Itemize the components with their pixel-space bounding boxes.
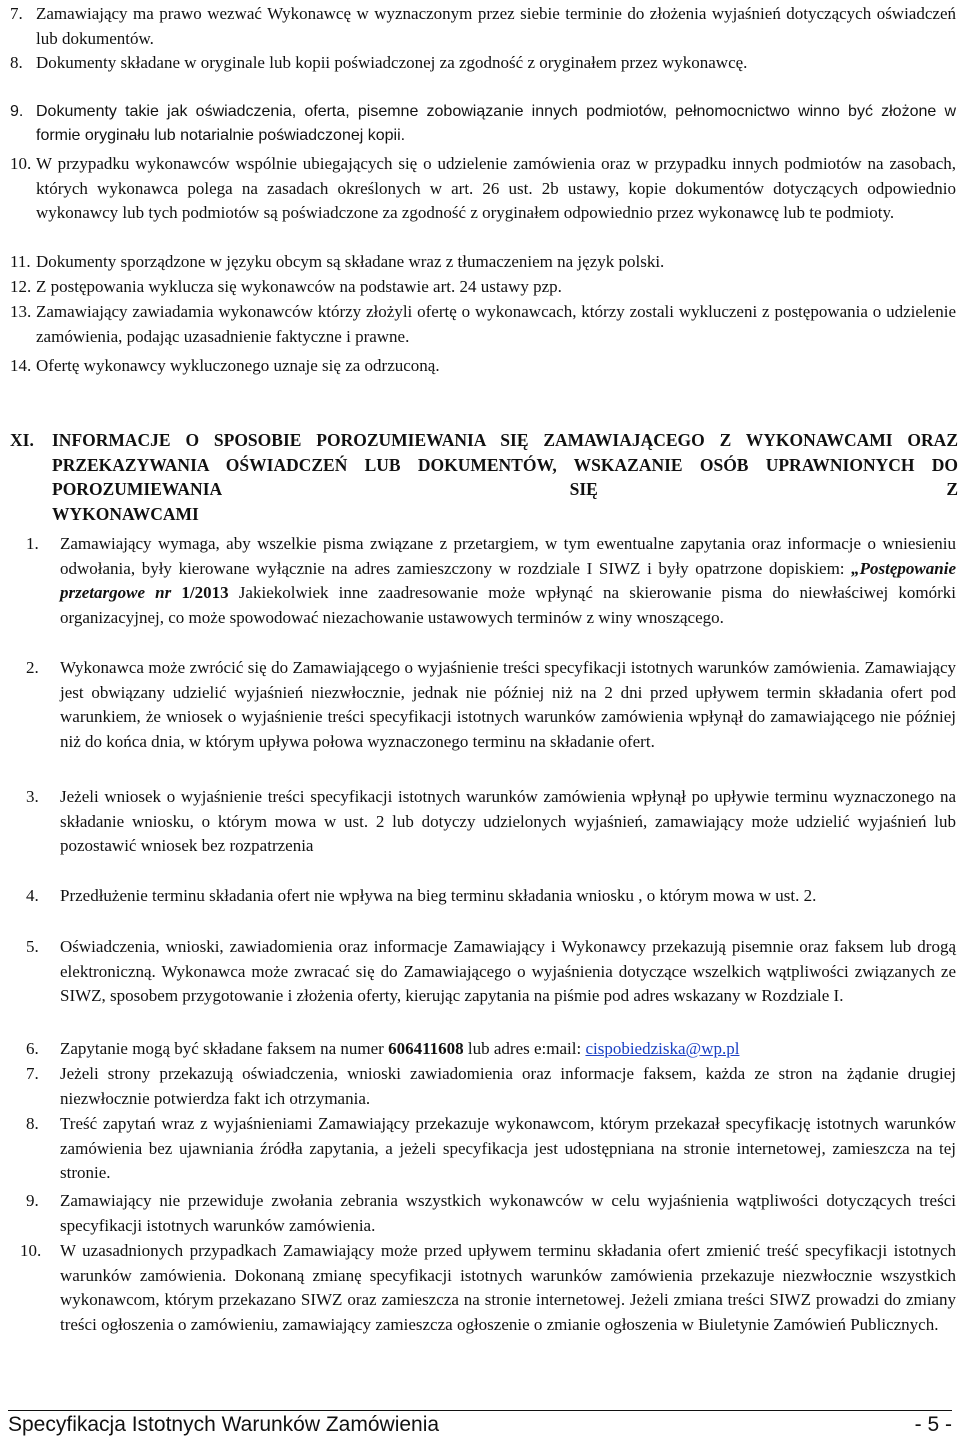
list-item xyxy=(26,1112,956,1186)
list-item xyxy=(26,532,956,630)
fax-number: 606411608 xyxy=(388,1039,464,1058)
item-text: Dokumenty takie jak oświadczenia, oferta, pisemne zobowiązanie innych podmiotów, pełnomocnictwo winno być złożone w formie oryginału lub notarialnie poświadczonej kopii. xyxy=(36,103,956,144)
item-number: 9. xyxy=(26,1191,39,1210)
item-number: 2. xyxy=(26,658,39,677)
list-item xyxy=(10,275,956,300)
item-text: Treść zapytań wraz z wyjaśnieniami Zamawiający przekazuje wykonawcom, którym przekazał specyfikację istotnych warunków zamówienia bez ujawniania źródła zapytania, a jeżeli specyfikacja jest udostępniana na stronie internetowej, zamieszcza na tej stronie. xyxy=(60,1114,956,1182)
item-text: Zamawiający nie przewiduje zwołania zebrania wszystkich wykonawców w celu wyjaśnienia wątpliwości dotyczących treści specyfikacji istotnych warunków zamówienia. xyxy=(60,1191,956,1235)
list-item xyxy=(26,1062,956,1111)
footer-title: Specyfikacja Istotnych Warunków Zamówienia xyxy=(8,1413,440,1436)
list-item xyxy=(10,2,956,51)
item-text: Jeżeli strony przekazują oświadczenia, wnioski zawiadomienia oraz informacje faksem, każda ze stron na żądanie drugiej niezwłocznie potwierdza fakt ich otrzymania. xyxy=(60,1064,956,1108)
emphasis-text: „Postępowanie przetargowe nr xyxy=(60,558,956,602)
list-item xyxy=(26,1037,956,1062)
list-item xyxy=(10,100,956,147)
list-item xyxy=(26,1189,956,1238)
item-text: W uzasadnionych przypadkach Zamawiający może przed upływem terminu składania ofert zmienić treść specyfikacji istotnych warunków zamówienia. Dokonaną zmianę specyfikacji istotnych warunków zamówienia przekazuje niezwłocznie wszystkich wykonawcom, którym przekazano SIWZ oraz zamieszcza na stronie internetowej. Jeżeli zmiana treści SIWZ prowadzi do zmiany treści ogłoszenia o zamówieniu, zamawiający zamieszcza ogłoszenie o zmianie ogłoszenia w Biuletynie Zamówień Publicznych. xyxy=(60,1241,956,1334)
item-number: 1. xyxy=(26,534,39,553)
item-number: 13. xyxy=(10,302,32,321)
item-number: 7. xyxy=(10,4,23,23)
item-number: 10. xyxy=(10,154,32,173)
item-text: Zapytanie mogą być składane faksem na numer xyxy=(60,1039,389,1058)
item-number: 9. xyxy=(10,103,24,120)
item-number: 12. xyxy=(10,277,32,296)
item-text: Dokumenty sporządzone w języku obcym są składane wraz z tłumaczeniem na język polski. xyxy=(36,252,665,271)
item-number: 8. xyxy=(26,1114,39,1133)
item-text-continued: Jakiekolwiek inne zaadresowanie może wpłynąć na skierowanie pisma do niewłaściwej komórki organizacyjnej, co może spowodować niezachowanie ustawowych terminów z winy wnoszącego. xyxy=(60,583,956,627)
item-number: 14. xyxy=(10,356,32,375)
section-number: XI. xyxy=(10,430,34,450)
item-text: Ofertę wykonawcy wykluczonego uznaje się za odrzuconą. xyxy=(36,356,440,375)
item-number: 6. xyxy=(26,1039,39,1058)
page-footer xyxy=(8,1410,952,1441)
item-text: Oświadczenia, wnioski, zawiadomienia oraz informacje Zamawiający i Wykonawcy przekazują pisemnie oraz faksem lub drogą elektroniczną. Wykonawca może zwracać się do Zamawiającego o wyjaśnienia dotyczące wszelkich wątpliwości związanych ze SIWZ, sposobem przygotowanie i złożenia oferty, kierując zapytania na piśmie pod adres wskazany w Rozdziale I. xyxy=(60,937,956,1005)
list-item xyxy=(20,1239,956,1337)
list-item xyxy=(26,656,956,754)
item-text: Jeżeli wniosek o wyjaśnienie treści specyfikacji istotnych warunków zamówienia wpłynął po upływie terminu wyznaczonego na składanie wniosku, o którym mowa w ust. 2 lub dotyczy udzielonych wyjaśnień, zamawiający może udzielić wyjaśnień lub pozostawić wniosek bez rozpatrzenia xyxy=(60,787,956,855)
item-text: Zamawiający zawiadamia wykonawców którzy złożyli ofertę o wykonawcach, którzy zostali wykluczeni z postępowania o udzielenie zamówienia, podając uzasadnienie faktyczne i prawne. xyxy=(36,302,956,346)
item-number: 5. xyxy=(26,937,39,956)
list-item xyxy=(26,884,956,909)
item-text: Zamawiający ma prawo wezwać Wykonawcę w wyznaczonym przez siebie terminie do złożenia wyjaśnień dotyczących oświadczeń lub dokumentów. xyxy=(36,4,956,48)
item-text: Z postępowania wyklucza się wykonawców na podstawie art. 24 ustawy pzp. xyxy=(36,277,562,296)
list-item xyxy=(26,785,956,859)
section-title-last-line: WYKONAWCAMI xyxy=(52,503,199,524)
item-number: 7. xyxy=(26,1064,39,1083)
item-number: 4. xyxy=(26,886,39,905)
item-number: 11. xyxy=(10,252,31,271)
email-link[interactable]: cispobiedziska@wp.pl xyxy=(585,1039,740,1058)
list-item xyxy=(26,935,956,1009)
item-number: 8. xyxy=(10,53,23,72)
page-number: - 5 - xyxy=(914,1413,952,1436)
item-text-continued: lub adres e:mail: xyxy=(463,1039,586,1058)
list-item xyxy=(10,354,956,379)
item-text: Zamawiający wymaga, aby wszelkie pisma związane z przetargiem, w tym ewentualne zapytania oraz informacje o wniesieniu odwołania, były kierowane wyłącznie na adres zamieszczony w rozdziale I SIWZ i były opatrzone dopiskiem: xyxy=(60,534,956,578)
item-number: 3. xyxy=(26,787,39,806)
item-text: W przypadku wykonawców wspólnie ubiegających się o udzielenie zamówienia oraz w przypadku innych podmiotów na zasobach, których wykonawca polega na zasadach określonych w art. 26 ust. 2b ustawy, kopie dokumentów dotyczących odpowiednio wykonawcy lub tych podmiotów są poświadczone za zgodność z oryginałem odpowiednio przez wykonawcę lub te podmioty. xyxy=(36,154,956,222)
list-item xyxy=(10,51,956,76)
item-text: Przedłużenie terminu składania ofert nie wpływa na bieg terminu składania wniosku , o którym mowa w ust. 2. xyxy=(60,886,817,905)
item-text: Dokumenty składane w oryginale lub kopii poświadczonej za zgodność z oryginałem przez wykonawcę. xyxy=(36,53,748,72)
reference-number: 1/2013 xyxy=(181,583,229,602)
item-text: Wykonawca może zwrócić się do Zamawiającego o wyjaśnienie treści specyfikacji istotnych warunków zamówienia. Zamawiający jest obwiązany udzielić wyjaśnień niezwłocznie, jednak nie później niż na 2 dni przed upływem termin składania ofert pod warunkiem, że wniosek o wyjaśnienie treści specyfikacji istotnych warunków zamówienia wpłynął do zamawiającego nie później niż do końca dnia, w którym upływa połowa wyznaczonego terminu na składanie ofert. xyxy=(60,658,956,751)
item-number: 10. xyxy=(20,1241,42,1260)
list-item xyxy=(10,152,956,226)
list-item xyxy=(10,300,956,349)
list-item xyxy=(10,250,956,275)
section-title: INFORMACJE O SPOSOBIE POROZUMIEWANIA SIĘ ZAMAWIAJĄCEGO Z WYKONAWCAMI ORAZ PRZEKAZYWANIA OŚWIADCZEŃ LUB DOKUMENTÓW, WSKAZANIE OSÓB UPRAWNIONYCH DO POROZUMIEWANIA SIĘ Z xyxy=(52,430,958,499)
